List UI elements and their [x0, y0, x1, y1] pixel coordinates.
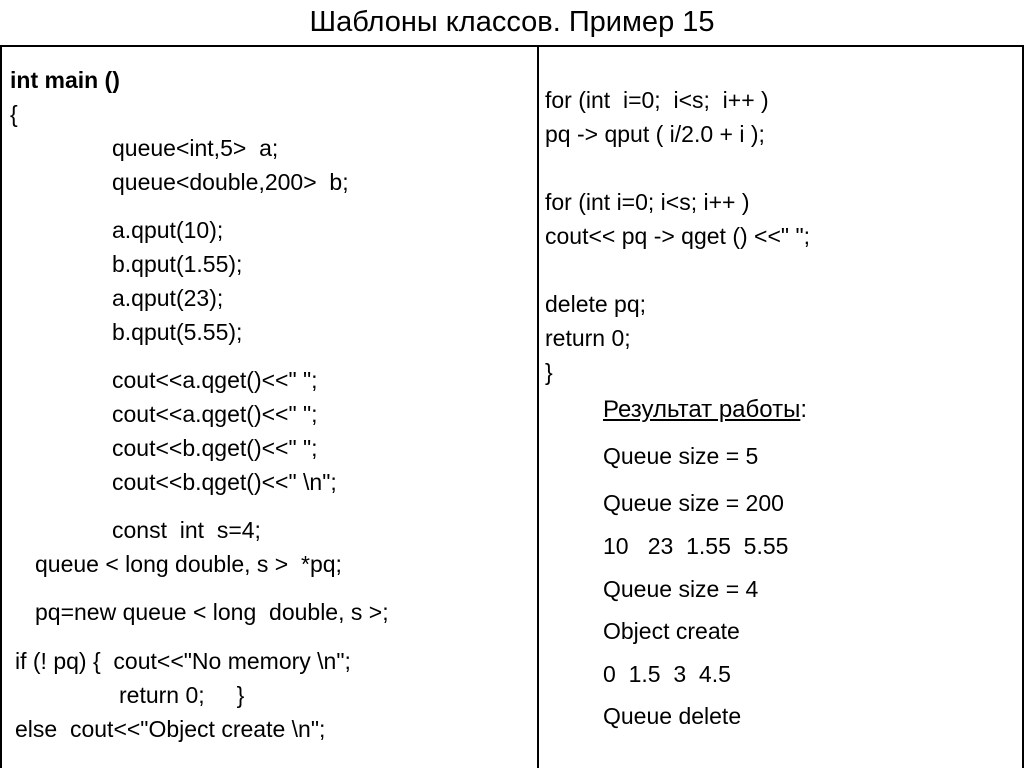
code-line-const-s: const int s=4; [112, 517, 261, 543]
code-line-if-pq: if (! pq) { cout<<"No memory \n"; [15, 648, 351, 674]
result-heading [603, 395, 807, 425]
code-line-main: int main () [10, 67, 120, 93]
code-line-return-0: return 0; } [119, 682, 245, 708]
code-line-for-2: for (int i=0; i<s; i++ ) [545, 189, 750, 215]
code-line-queue-a: queue<int,5> a; [112, 135, 279, 161]
column-divider [537, 47, 539, 768]
code-line-queue-pq: queue < long double, s > *pq; [35, 551, 342, 577]
code-line-a-qput-10: a.qput(10); [112, 217, 224, 243]
result-heading-text: Результат работы [603, 396, 801, 423]
code-line-cout-b-1: cout<<b.qget()<<" "; [112, 435, 318, 461]
code-line-queue-b: queue<double,200> b; [112, 169, 349, 195]
code-line-a-qput-23: a.qput(23); [112, 285, 224, 311]
code-line-pq-new: pq=new queue < long double, s >; [35, 599, 389, 625]
slide-title: Шаблоны классов. Пример 15 [309, 6, 715, 38]
code-line-b-qput-155: b.qput(1.55); [112, 251, 243, 277]
result-line: Queue delete [603, 703, 742, 729]
code-line-cout-a-2: cout<<a.qget()<<" "; [112, 401, 318, 427]
code-line-open-brace: { [10, 101, 18, 127]
result-line: Queue size = 5 [603, 443, 759, 469]
result-line: Queue size = 200 [603, 490, 784, 516]
code-line-cout-b-2: cout<<b.qget()<<" \n"; [112, 469, 337, 495]
code-line-b-qput-555: b.qput(5.55); [112, 319, 243, 345]
code-line-cout-pq: cout<< pq -> qget () <<" "; [545, 223, 811, 249]
code-line-else: else cout<<"Object create \n"; [15, 716, 326, 742]
result-line: 0 1.5 3 4.5 [603, 661, 731, 687]
code-table [0, 45, 1024, 768]
code-line-cout-a-1: cout<<a.qget()<<" "; [112, 367, 318, 393]
result-line: Object create [603, 618, 740, 644]
code-line-for-1: for (int i=0; i<s; i++ ) [545, 87, 769, 113]
result-line: 10 23 1.55 5.55 [603, 533, 789, 559]
code-line-return-0-end: return 0; [545, 325, 631, 351]
result-line: Queue size = 4 [603, 576, 759, 602]
code-line-close-brace: } [545, 359, 553, 385]
code-line-delete-pq: delete pq; [545, 291, 647, 317]
result-heading-colon: : [800, 396, 807, 423]
code-line-pq-qput: pq -> qput ( i/2.0 + i ); [545, 121, 765, 147]
